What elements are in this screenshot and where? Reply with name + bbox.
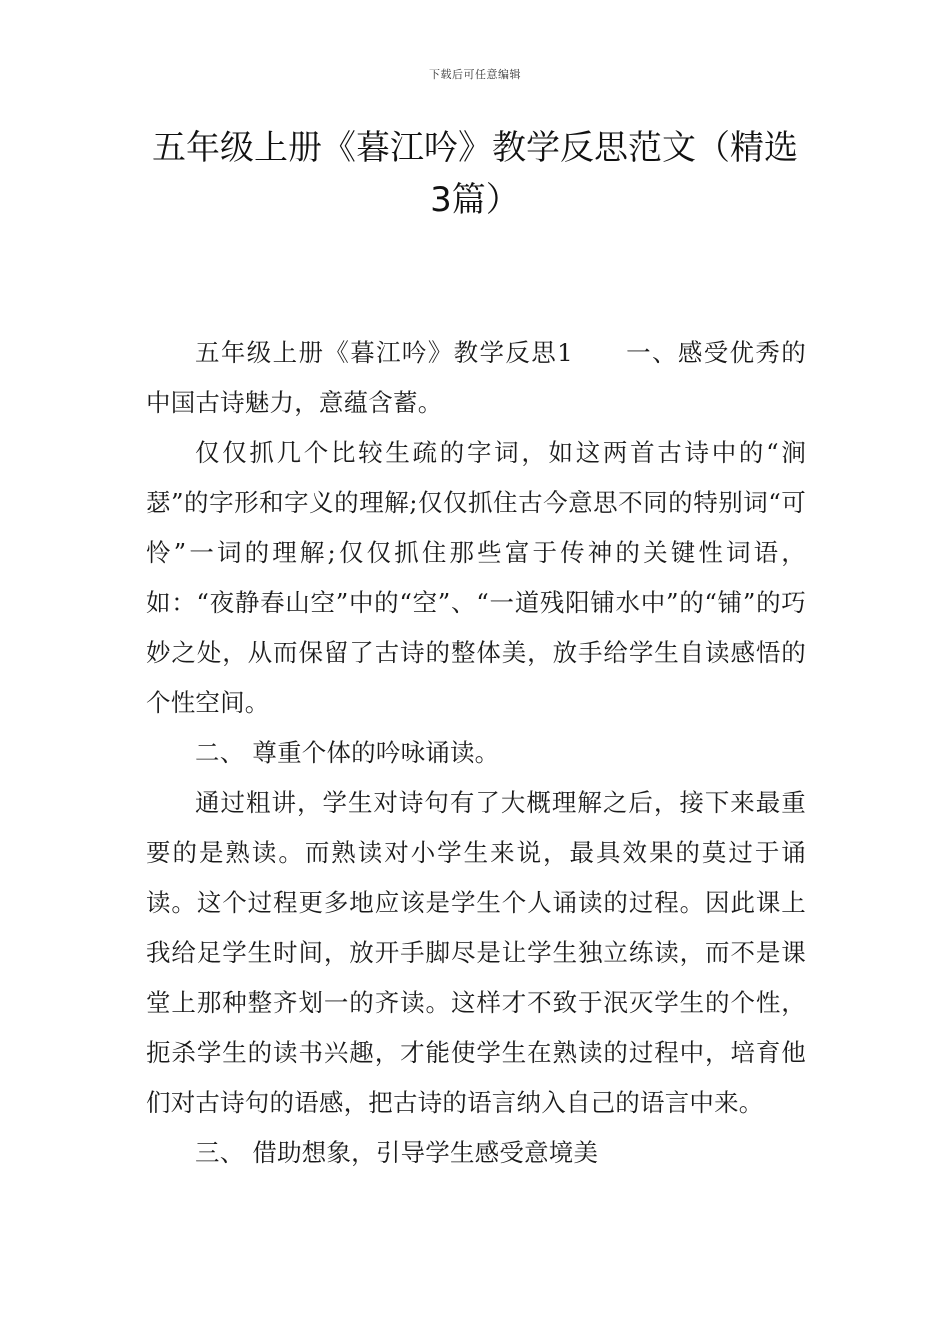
header-note: 下载后可任意编辑 (429, 68, 521, 81)
document-body (146, 328, 806, 1178)
paragraph-3: 二、 尊重个体的吟咏诵读。 (195, 738, 500, 767)
paragraph-4: 通过粗讲，学生对诗句有了大概理解之后，接下来最重要的是熟读。而熟读对小学生来说，最具效果的莫过于诵读。这个过程更多地应该是学生个人诵读的过程。因此课上我给足学生时间，放开手脚尽是让学生独立练读，而不是课堂上那种整齐划一的齐读。这样才不致于泯灭学生的个性，扼杀学生的读书兴趣，才能使学生在熟读的过程中，培育他们对古诗句的语感，把古诗的语言纳入自己的语言中来。 (146, 788, 806, 1117)
paragraph-1 (146, 328, 806, 428)
document-title: 五年级上册《暮江吟》教学反思范文（精选3篇） (152, 128, 798, 220)
paragraph-2: 仅仅抓几个比较生疏的字词，如这两首古诗中的“涧瑟”的字形和字义的理解;仅仅抓住古今意思不同的特别词“可怜”一词的理解;仅仅抓住那些富于传神的关键性词语，如：“夜静春山空”中的“空”、“一道残阳铺水中”的“铺”的巧妙之处，从而保留了古诗的整体美，放手给学生自读感悟的个性空间。 (146, 438, 806, 717)
paragraph-1-text: 一、感受优秀的中国古诗魅力，意蕴含蓄。 (146, 338, 806, 417)
paragraph-5: 三、 借助想象，引导学生感受意境美 (195, 1138, 599, 1167)
section-heading: 五年级上册《暮江吟》教学反思1 (195, 338, 573, 367)
